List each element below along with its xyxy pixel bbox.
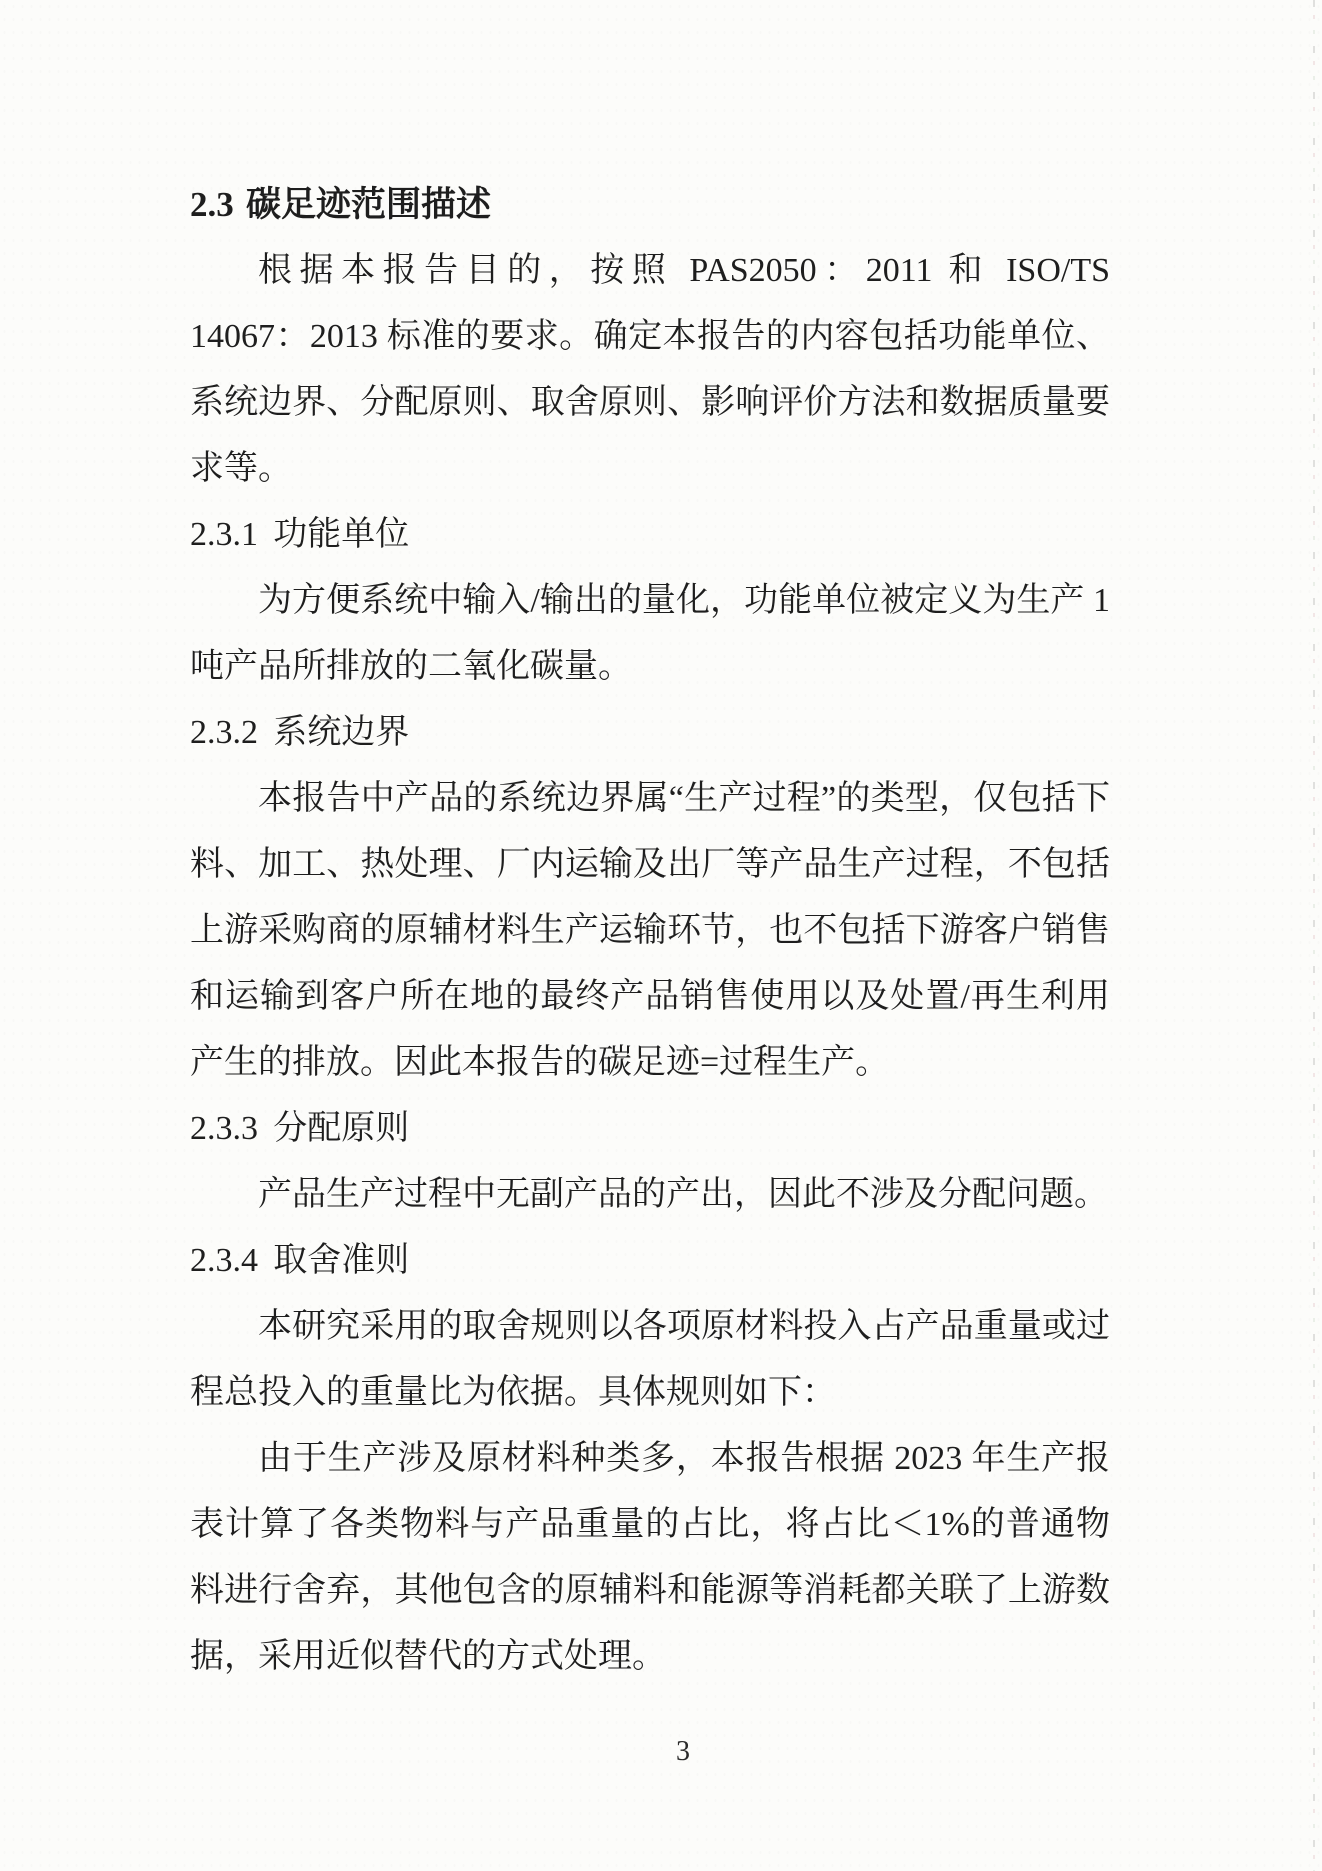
subsection-heading-2-3-1 xyxy=(190,502,1110,568)
report-section-content xyxy=(190,172,1110,1690)
paragraph-cutoff-rule-basis: 本研究采用的取舍规则以各项原材料投入占产品重量或过程总投入的重量比为依据。具体规则如下： xyxy=(190,1308,1110,1411)
section-intro-paragraph: 根据本报告目的，按照 PAS2050：2011 和 ISO/TS 14067：2013 标准的要求。确定本报告的内容包括功能单位、系统边界、分配原则、取舍原则、影响评价方法和数据质量要求等。 xyxy=(190,252,1110,487)
section-heading xyxy=(190,172,1110,238)
subsection-title: 取舍准则 xyxy=(273,1242,410,1279)
subsection-title: 分配原则 xyxy=(273,1110,410,1147)
subsection-heading-2-3-2 xyxy=(190,700,1110,766)
paragraph-functional-unit: 为方便系统中输入/输出的量化，功能单位被定义为生产 1 吨产品所排放的二氧化碳量。 xyxy=(190,582,1110,685)
subsection-number: 2.3.2 xyxy=(190,714,258,751)
subsection-number: 2.3.4 xyxy=(190,1242,258,1279)
scan-edge-artifact xyxy=(1313,0,1315,1871)
section-title: 碳足迹范围描述 xyxy=(246,185,492,224)
subsection-title: 系统边界 xyxy=(273,714,410,751)
subsection-heading-2-3-3 xyxy=(190,1096,1110,1162)
paragraph-cutoff-rule-detail: 由于生产涉及原材料种类多，本报告根据 2023 年生产报表计算了各类物料与产品重量的占比，将占比＜1%的普通物料进行舍弃，其他包含的原辅料和能源等消耗都关联了上游数据，采用近似替代的方式处理。 xyxy=(190,1440,1110,1675)
subsection-title: 功能单位 xyxy=(273,516,410,553)
section-number: 2.3 xyxy=(190,185,234,224)
subsection-number: 2.3.3 xyxy=(190,1110,258,1147)
subsection-heading-2-3-4 xyxy=(190,1228,1110,1294)
subsection-number: 2.3.1 xyxy=(190,516,258,553)
paragraph-system-boundary: 本报告中产品的系统边界属“生产过程”的类型，仅包括下料、加工、热处理、厂内运输及出厂等产品生产过程，不包括上游采购商的原辅材料生产运输环节，也不包括下游客户销售和运输到客户所在地的最终产品销售使用以及处置/再生利用产生的排放。因此本报告的碳足迹=过程生产。 xyxy=(190,780,1110,1081)
page-footer xyxy=(0,1735,1322,1769)
paragraph-allocation-principle: 产品生产过程中无副产品的产出，因此不涉及分配问题。 xyxy=(258,1176,1108,1213)
page-number: 3 xyxy=(676,1736,690,1767)
